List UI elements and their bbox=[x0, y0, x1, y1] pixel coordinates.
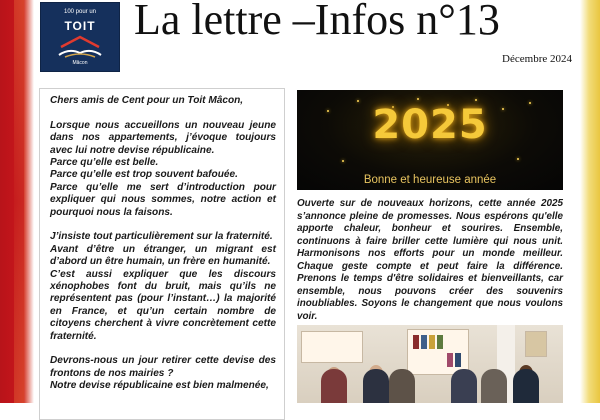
newsletter-header bbox=[34, 0, 580, 74]
banner-year: 2025 bbox=[372, 102, 488, 148]
logo-line-1: 100 pour un bbox=[63, 9, 97, 15]
letter-salutation: Chers amis de Cent pour un Toit Mâcon, bbox=[50, 95, 244, 106]
new-year-banner bbox=[297, 90, 563, 190]
group-photo bbox=[297, 325, 563, 403]
letter-paragraph: Lorsque nous accueillons un nouveau jeune dans nos appartements, j’évoque toujours avec lui notre devise républicaine. bbox=[50, 119, 276, 156]
letter-paragraph: Devrons-nous un jour retirer cette devise des frontons de nos mairies ? bbox=[50, 355, 276, 379]
letter-paragraph: Parce qu’elle est belle. bbox=[50, 157, 159, 169]
letter-paragraph: Notre devise républicaine est bien malmenée, bbox=[50, 380, 269, 392]
issue-date: Décembre 2024 bbox=[502, 53, 572, 65]
letter-paragraph: J’insiste tout particulièrement sur la fraternité. bbox=[50, 231, 273, 243]
logo-line-3: Mâcon bbox=[72, 60, 88, 66]
banner-wish: Bonne et heureuse année bbox=[363, 174, 497, 186]
letter-paragraph: Parce qu’elle me sert d’introduction pour expliquer qui nous sommes, notre action et pourquoi nous la faisons. bbox=[50, 181, 276, 218]
letter-paragraph: C’est aussi expliquer que les discours xénophobes font du bruit, mais qu’ils ne représentent pas (pour l’instant…) la majorité en France, et qu’un certain nombre de citoyens cherchent à vivre concrètement cette fraternité. bbox=[50, 268, 276, 342]
association-logo bbox=[40, 2, 120, 72]
editorial-letter-box bbox=[39, 88, 285, 420]
editorial-letter-text bbox=[50, 95, 276, 393]
house-hands-icon bbox=[55, 35, 105, 59]
newsletter-title: La lettre –Infos n°13 bbox=[134, 0, 500, 44]
letter-paragraph: Avant d’être un étranger, un migrant est d’abord un être humain, un frère en humanité. bbox=[50, 243, 276, 268]
new-year-article: Ouverte sur de nouveaux horizons, cette année 2025 s’annonce pleine de promesses. Nous espérons qu'elle apporte chaleur, bonheur et sourires. Ensemble, continuons à faire briller cette lumière qui nous unit. Harmonisons nos efforts pour un monde meilleur. Chaque geste compte et peut faire la différence. Prenons le temps d'être solidaires et bienveillants, car ensemble, nous pouvons créer des souvenirs inoubliables. Soyons le changement que nous voulons voir. bbox=[297, 198, 563, 322]
letter-paragraph: Parce qu’elle est trop souvent bafouée. bbox=[50, 169, 238, 181]
right-decorative-stripe bbox=[580, 0, 600, 403]
left-decorative-stripe bbox=[0, 0, 34, 403]
logo-line-2: TOIT bbox=[64, 19, 96, 33]
